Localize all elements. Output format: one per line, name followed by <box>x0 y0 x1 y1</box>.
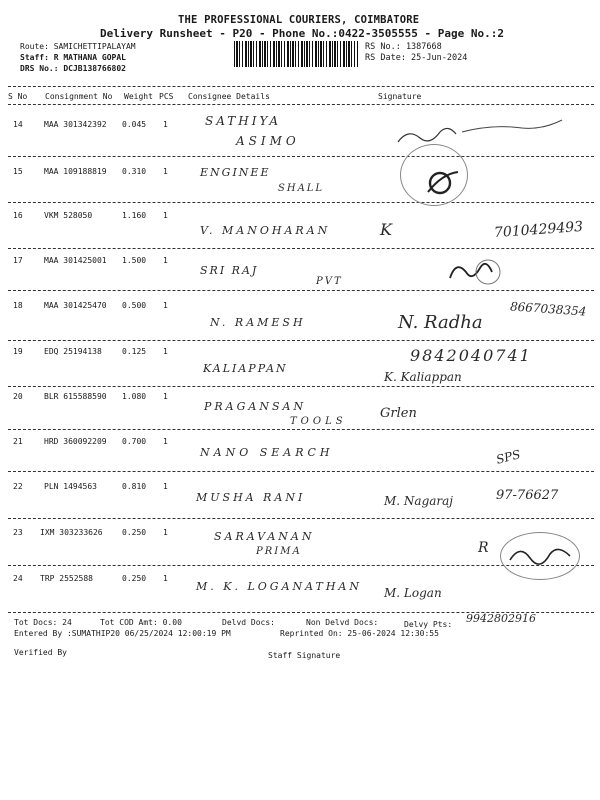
row-signature-handwritten: N. Radha <box>398 312 483 333</box>
row-divider <box>8 471 594 472</box>
barcode-image <box>234 41 358 67</box>
row-divider <box>8 202 594 203</box>
rs-date: RS Date: 25-Jun-2024 <box>365 53 468 63</box>
non-delivered-docs: Non Delvd Docs: <box>306 618 379 627</box>
row-consignment: TRP 2552588 <box>40 574 93 583</box>
rs-number: RS No.: 1387668 <box>365 42 442 52</box>
row-weight: 1.080 <box>122 392 147 401</box>
row-sno: 22 <box>13 482 23 491</box>
row-consignee-handwritten-2: ASIMO <box>236 134 300 148</box>
row-sno: 15 <box>13 167 23 176</box>
header-divider-top <box>8 86 594 87</box>
row-consignee-handwritten: N. RAMESH <box>210 316 306 329</box>
row-consignee-handwritten: KALIAPPAN <box>203 362 288 375</box>
row-divider <box>8 248 594 249</box>
row-phone-handwritten: 97-76627 <box>496 488 559 503</box>
col-consignment: Consignment No <box>45 92 113 101</box>
row-pcs: 1 <box>163 167 168 176</box>
row-phone-handwritten: 7010429493 <box>493 218 584 242</box>
drs-number <box>20 64 126 73</box>
row-consignment: MAA 301342392 <box>44 120 107 129</box>
row-pcs: 1 <box>163 347 168 356</box>
row-signature-handwritten: SPS <box>494 447 522 467</box>
row-consignment: PLN 1494563 <box>44 482 97 491</box>
col-sno: S No <box>8 92 28 101</box>
row-consignee-handwritten-2: TOOLS <box>290 416 347 427</box>
row-divider <box>8 518 594 519</box>
company-name: THE PROFESSIONAL COURIERS, COIMBATORE <box>178 14 420 26</box>
row-pcs: 1 <box>163 211 168 220</box>
row-consignment: BLR 615588590 <box>44 392 107 401</box>
row-consignee-handwritten: NANO SEARCH <box>200 446 334 459</box>
row-weight: 1.160 <box>122 211 147 220</box>
row-consignment: VKM 528050 <box>44 211 93 220</box>
row-consignment: HRD 360092209 <box>44 437 107 446</box>
row-weight: 0.310 <box>122 167 147 176</box>
row-divider <box>8 340 594 341</box>
row-pcs: 1 <box>163 256 168 265</box>
row-sno: 23 <box>13 528 23 537</box>
row-pcs: 1 <box>163 120 168 129</box>
row-weight: 0.500 <box>122 301 147 310</box>
row-pcs: 1 <box>163 482 168 491</box>
row-sno: 21 <box>13 437 23 446</box>
row-sno: 24 <box>13 574 23 583</box>
row-divider <box>8 386 594 387</box>
delivery-points: Delvy Pts: <box>404 620 453 629</box>
row-consignment: IXM 303233626 <box>40 528 103 537</box>
row-pcs: 1 <box>163 437 168 446</box>
row-weight: 0.810 <box>122 482 147 491</box>
signature-scribble <box>440 254 520 290</box>
row-divider <box>8 429 594 430</box>
row-sno: 19 <box>13 347 23 356</box>
runsheet-title: Delivery Runsheet - P20 - Phone No.:0422-3505555 - Page No.:2 <box>100 27 504 40</box>
row-weight: 0.125 <box>122 347 147 356</box>
header-divider-bottom <box>8 104 594 105</box>
row-consignment: MAA 301425470 <box>44 301 107 310</box>
row-consignee-handwritten-2: PVT <box>316 276 343 287</box>
col-consignee: Consignee Details <box>188 92 270 101</box>
row-signature-handwritten: M. Nagaraj <box>384 494 454 508</box>
row-consignment: EDQ 25194138 <box>44 347 102 356</box>
delivered-docs: Delvd Docs: <box>222 618 275 627</box>
row-weight: 1.500 <box>122 256 147 265</box>
row-consignee-handwritten: V. MANOHARAN <box>200 224 331 237</box>
signature-scribble <box>424 168 464 198</box>
row-sno: 17 <box>13 256 23 265</box>
row-weight: 0.250 <box>122 528 147 537</box>
row-consignee-handwritten: MUSHA RANI <box>196 491 306 504</box>
row-consignee-handwritten: SRI RAJ <box>200 264 259 277</box>
row-phone-handwritten: 9942802916 <box>466 612 536 625</box>
row-phone-handwritten: 8667038354 <box>509 299 587 319</box>
row-phone-handwritten: 9842040741 <box>410 346 532 365</box>
row-sno: 20 <box>13 392 23 401</box>
row-pcs: 1 <box>163 301 168 310</box>
col-pcs: PCS <box>159 92 174 101</box>
row-divider <box>8 290 594 291</box>
drs-label: DRS No.: <box>20 64 59 73</box>
row-consignment: MAA 109188819 <box>44 167 107 176</box>
row-consignee-handwritten: SARAVANAN <box>214 530 315 543</box>
row-signature-handwritten: R <box>478 540 489 556</box>
row-signature-handwritten: K <box>380 220 392 239</box>
row-sno: 18 <box>13 301 23 310</box>
verified-by: Verified By <box>14 648 67 657</box>
row-pcs: 1 <box>163 574 168 583</box>
route-text: Route: SAMICHETTIPALAYAM <box>20 42 136 51</box>
row-signature-handwritten: K. Kaliappan <box>384 370 462 384</box>
row-signature-handwritten: Grlen <box>380 406 417 421</box>
col-signature: Signature <box>378 92 422 101</box>
row-consignee-handwritten: M. K. LOGANATHAN <box>196 580 362 593</box>
row-sno: 14 <box>13 120 23 129</box>
row-signature-handwritten: M. Logan <box>384 586 442 600</box>
total-cod-amount: Tot COD Amt: 0.00 <box>100 618 182 627</box>
signature-scribble <box>506 540 576 576</box>
row-consignee-handwritten-2: PRIMA <box>256 546 302 557</box>
staff-text: Staff: R MATHANA GOPAL <box>20 53 126 62</box>
row-weight: 0.700 <box>122 437 147 446</box>
reprinted-on: Reprinted On: 25-06-2024 12:30:55 <box>280 629 439 638</box>
row-weight: 0.250 <box>122 574 147 583</box>
row-sno: 16 <box>13 211 23 220</box>
row-consignee-handwritten: SATHIYA <box>205 114 282 128</box>
row-weight: 0.045 <box>122 120 147 129</box>
row-consignee-handwritten: PRAGANSAN <box>204 400 307 413</box>
total-docs: Tot Docs: 24 <box>14 618 72 627</box>
row-consignee-handwritten-2: SHALL <box>278 183 325 194</box>
row-consignee-handwritten: ENGINEE <box>200 166 271 179</box>
drs-value: DCJB138766802 <box>63 64 126 73</box>
row-pcs: 1 <box>163 528 168 537</box>
entered-by: Entered By :SUMATHIP20 06/25/2024 12:00:19 PM <box>14 629 231 638</box>
row-consignment: MAA 301425001 <box>44 256 107 265</box>
col-weight: Weight <box>124 92 153 101</box>
staff-signature: Staff Signature <box>268 651 341 660</box>
row-pcs: 1 <box>163 392 168 401</box>
